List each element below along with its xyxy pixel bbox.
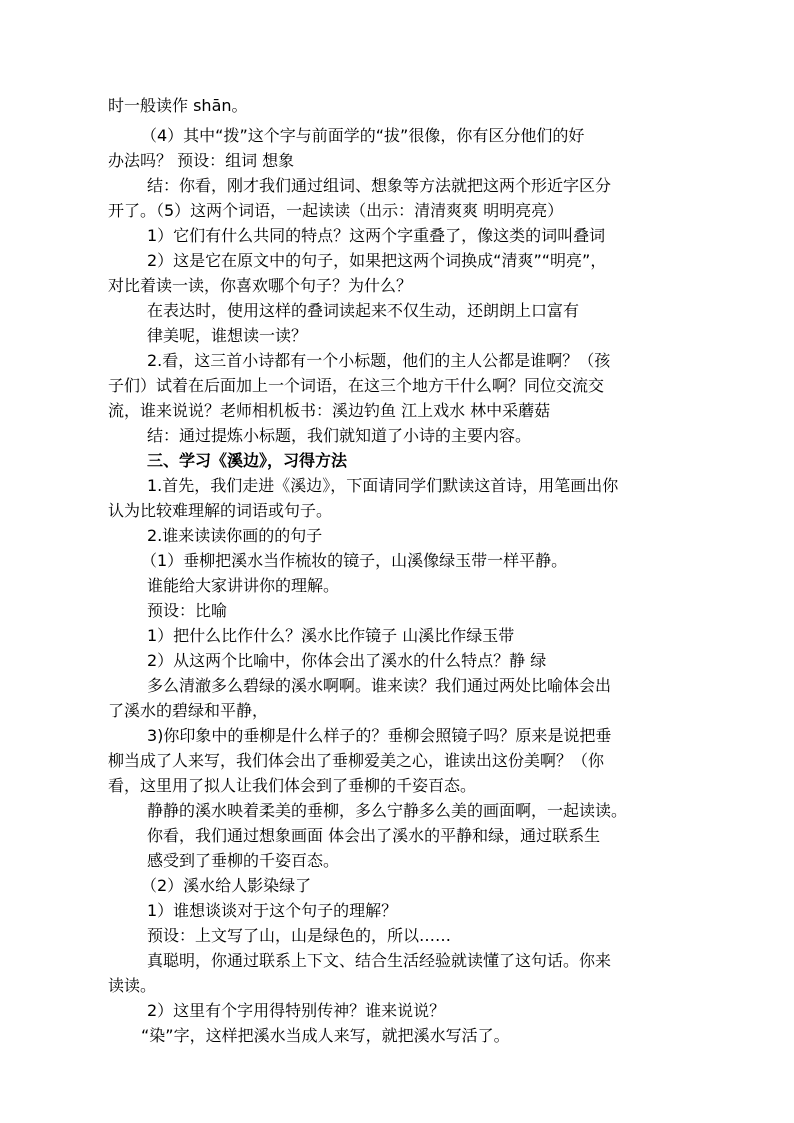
text-line: 1）它们有什么共同的特点？这两个字重叠了，像这类的词叫叠词: [147, 226, 606, 245]
text-line: 柳当成了人来写，我们体会出了垂柳爱美之心，谁读出这份美啊？（你: [108, 751, 605, 770]
text-line: （2）溪水给人影染绿了: [141, 876, 312, 895]
text-line: 2）从这两个比喻中，你体会出了溪水的什么特点？静 绿: [147, 651, 547, 670]
text-line: 开了。（5）这两个词语，一起读读（出示：清清爽爽 明明亮亮）: [108, 201, 564, 220]
text-line: 对比着读一读，你喜欢哪个句子？为什么？: [108, 276, 413, 295]
text-line: 静静的溪水映着柔美的垂柳，多么宁静多么美的画面啊，一起读读。: [147, 801, 628, 820]
text-line: 3)你印象中的垂柳是什么样子的？垂柳会照镜子吗？原来是说把垂: [147, 726, 612, 745]
text-line: 感受到了垂柳的千姿百态。: [147, 851, 340, 870]
text-line: 2.看，这三首小诗都有一个小标题，他们的主人公都是谁啊？（孩: [147, 351, 611, 370]
text-line: 谁能给大家讲讲你的理解。: [147, 576, 340, 595]
text-line: 在表达时，使用这样的叠词读起来不仅生动，还朗朗上口富有: [147, 301, 580, 320]
text-line: 子们）试着在后面加上一个词语，在这三个地方干什么啊？同位交流交: [108, 376, 605, 395]
text-line: 预设：比喻: [147, 601, 228, 620]
text-line: 多么清澈多么碧绿的溪水啊啊。谁来读？我们通过两处比喻体会出: [147, 676, 612, 695]
text-line: 结：你看，刚才我们通过组词、想象等方法就把这两个形近字区分: [147, 176, 612, 195]
text-line: 流，谁来说说？老师相机板书：溪边钓鱼 江上戏水 林中采蘑菇: [108, 401, 551, 420]
text-line: 2）这里有个字用得特别传神？谁来说说？: [147, 1001, 446, 1020]
text-line: 1）把什么比作什么？溪水比作镜子 山溪比作绿玉带: [147, 626, 515, 645]
text-line: 了溪水的碧绿和平静，: [108, 701, 269, 720]
text-line: 2）这是它在原文中的句子，如果把这两个词换成“清爽”“明亮”，: [147, 251, 607, 270]
text-line: 认为比较难理解的词语或句子。: [108, 501, 333, 520]
text-line: 1.首先，我们走进《溪边》，下面请同学们默读这首诗，用笔画出你: [147, 476, 619, 495]
text-line: （4）其中“拨”这个字与前面学的“拔”很像，你有区分他们的好: [141, 126, 585, 145]
text-line: 时一般读作 shān。: [108, 96, 248, 115]
section-heading: 三、学习《溪边》，习得方法: [147, 451, 348, 470]
text-line: 真聪明，你通过联系上下文、结合生活经验就读懂了这句话。你来: [147, 951, 612, 970]
text-line: 2.谁来读读你画的的句子: [147, 526, 323, 545]
text-line: 1）谁想谈谈对于这个句子的理解？: [147, 901, 398, 920]
text-line: 律美呢，谁想读一读？: [147, 326, 308, 345]
text-line: 读读。: [108, 976, 157, 995]
text-line: （1）垂柳把溪水当作梳妆的镜子，山溪像绿玉带一样平静。: [141, 551, 568, 570]
text-line: 你看，我们通过想象画面 体会出了溪水的平静和绿，通过联系生: [147, 826, 601, 845]
text-line: 预设：上文写了山，山是绿色的，所以……: [147, 926, 452, 945]
text-line: 办法吗？ 预设：组词 想象: [108, 151, 295, 170]
text-line: 结：通过提炼小标题，我们就知道了小诗的主要内容。: [147, 426, 532, 445]
text-line: 看，这里用了拟人让我们体会到了垂柳的千姿百态。: [108, 776, 477, 795]
text-line: “染”字，这样把溪水当成人来写，就把溪水写活了。: [141, 1026, 510, 1045]
